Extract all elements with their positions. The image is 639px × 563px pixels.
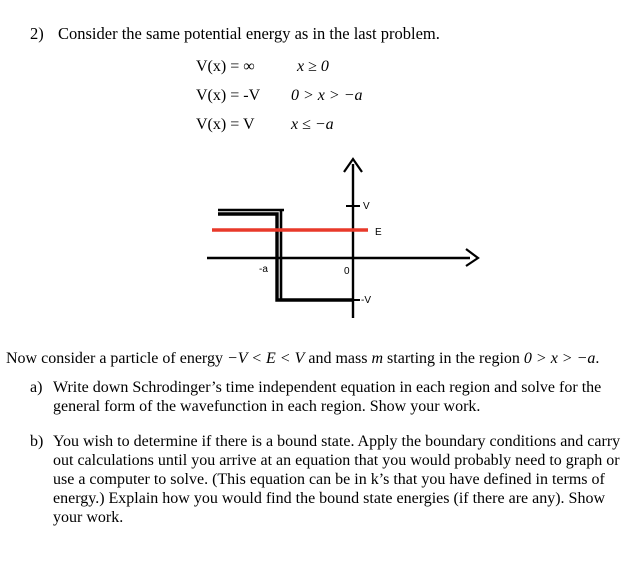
statement-end: . [595, 350, 600, 367]
part-b-line-5: your work. [53, 509, 124, 526]
part-b-line-2: out calculations until you arrive at an equation that you would probably need to graph or [53, 452, 620, 469]
potential-lhs-3: V(x) = V [196, 116, 255, 133]
label-zero: 0 [344, 266, 350, 277]
part-b-line-1: You wish to determine if there is a bound state. Apply the boundary conditions and carry [53, 433, 621, 450]
statement-pre: Now consider a particle of energy [6, 350, 227, 367]
statement-mass: m [371, 350, 384, 367]
problem-intro: Consider the same potential energy as in the last problem. [58, 24, 440, 43]
part-a-label: a) [30, 379, 43, 396]
potential-cond-3: x ≤ −a [291, 116, 334, 133]
part-b [30, 432, 635, 532]
potential-lhs-2: V(x) = -V [196, 87, 261, 104]
potential-lhs-1: V(x) = ∞ [196, 58, 255, 75]
label-neg-a: -a [259, 264, 268, 275]
statement-energy-range: −V < E < V [226, 350, 305, 367]
statement-post: starting in the region [383, 350, 524, 367]
potential-cond-1: x ≥ 0 [297, 58, 329, 75]
part-b-line-3: use a computer to solve. (This equation can be in k’s that you have defined in terms of [53, 471, 605, 488]
part-b-label: b) [30, 433, 44, 450]
statement-mid: and mass [304, 350, 372, 367]
part-a [30, 378, 630, 418]
problem-number: 2) [30, 24, 44, 43]
potential-cond-2: 0 > x > −a [291, 87, 363, 104]
part-a-line-2: general form of the wavefunction in each region. Show your work. [53, 398, 481, 415]
statement-region: 0 > x > −a [523, 350, 596, 367]
label-V: V [363, 201, 370, 212]
problem-statement [6, 350, 599, 368]
part-b-line-4: energy.) Explain how you would find the bound state energies (if there are any). Show [53, 490, 605, 507]
part-a-line-1: Write down Schrodinger’s time independent equation in each region and solve for the [53, 379, 602, 396]
label-negV: -V [361, 295, 371, 306]
label-E: E [375, 227, 382, 238]
